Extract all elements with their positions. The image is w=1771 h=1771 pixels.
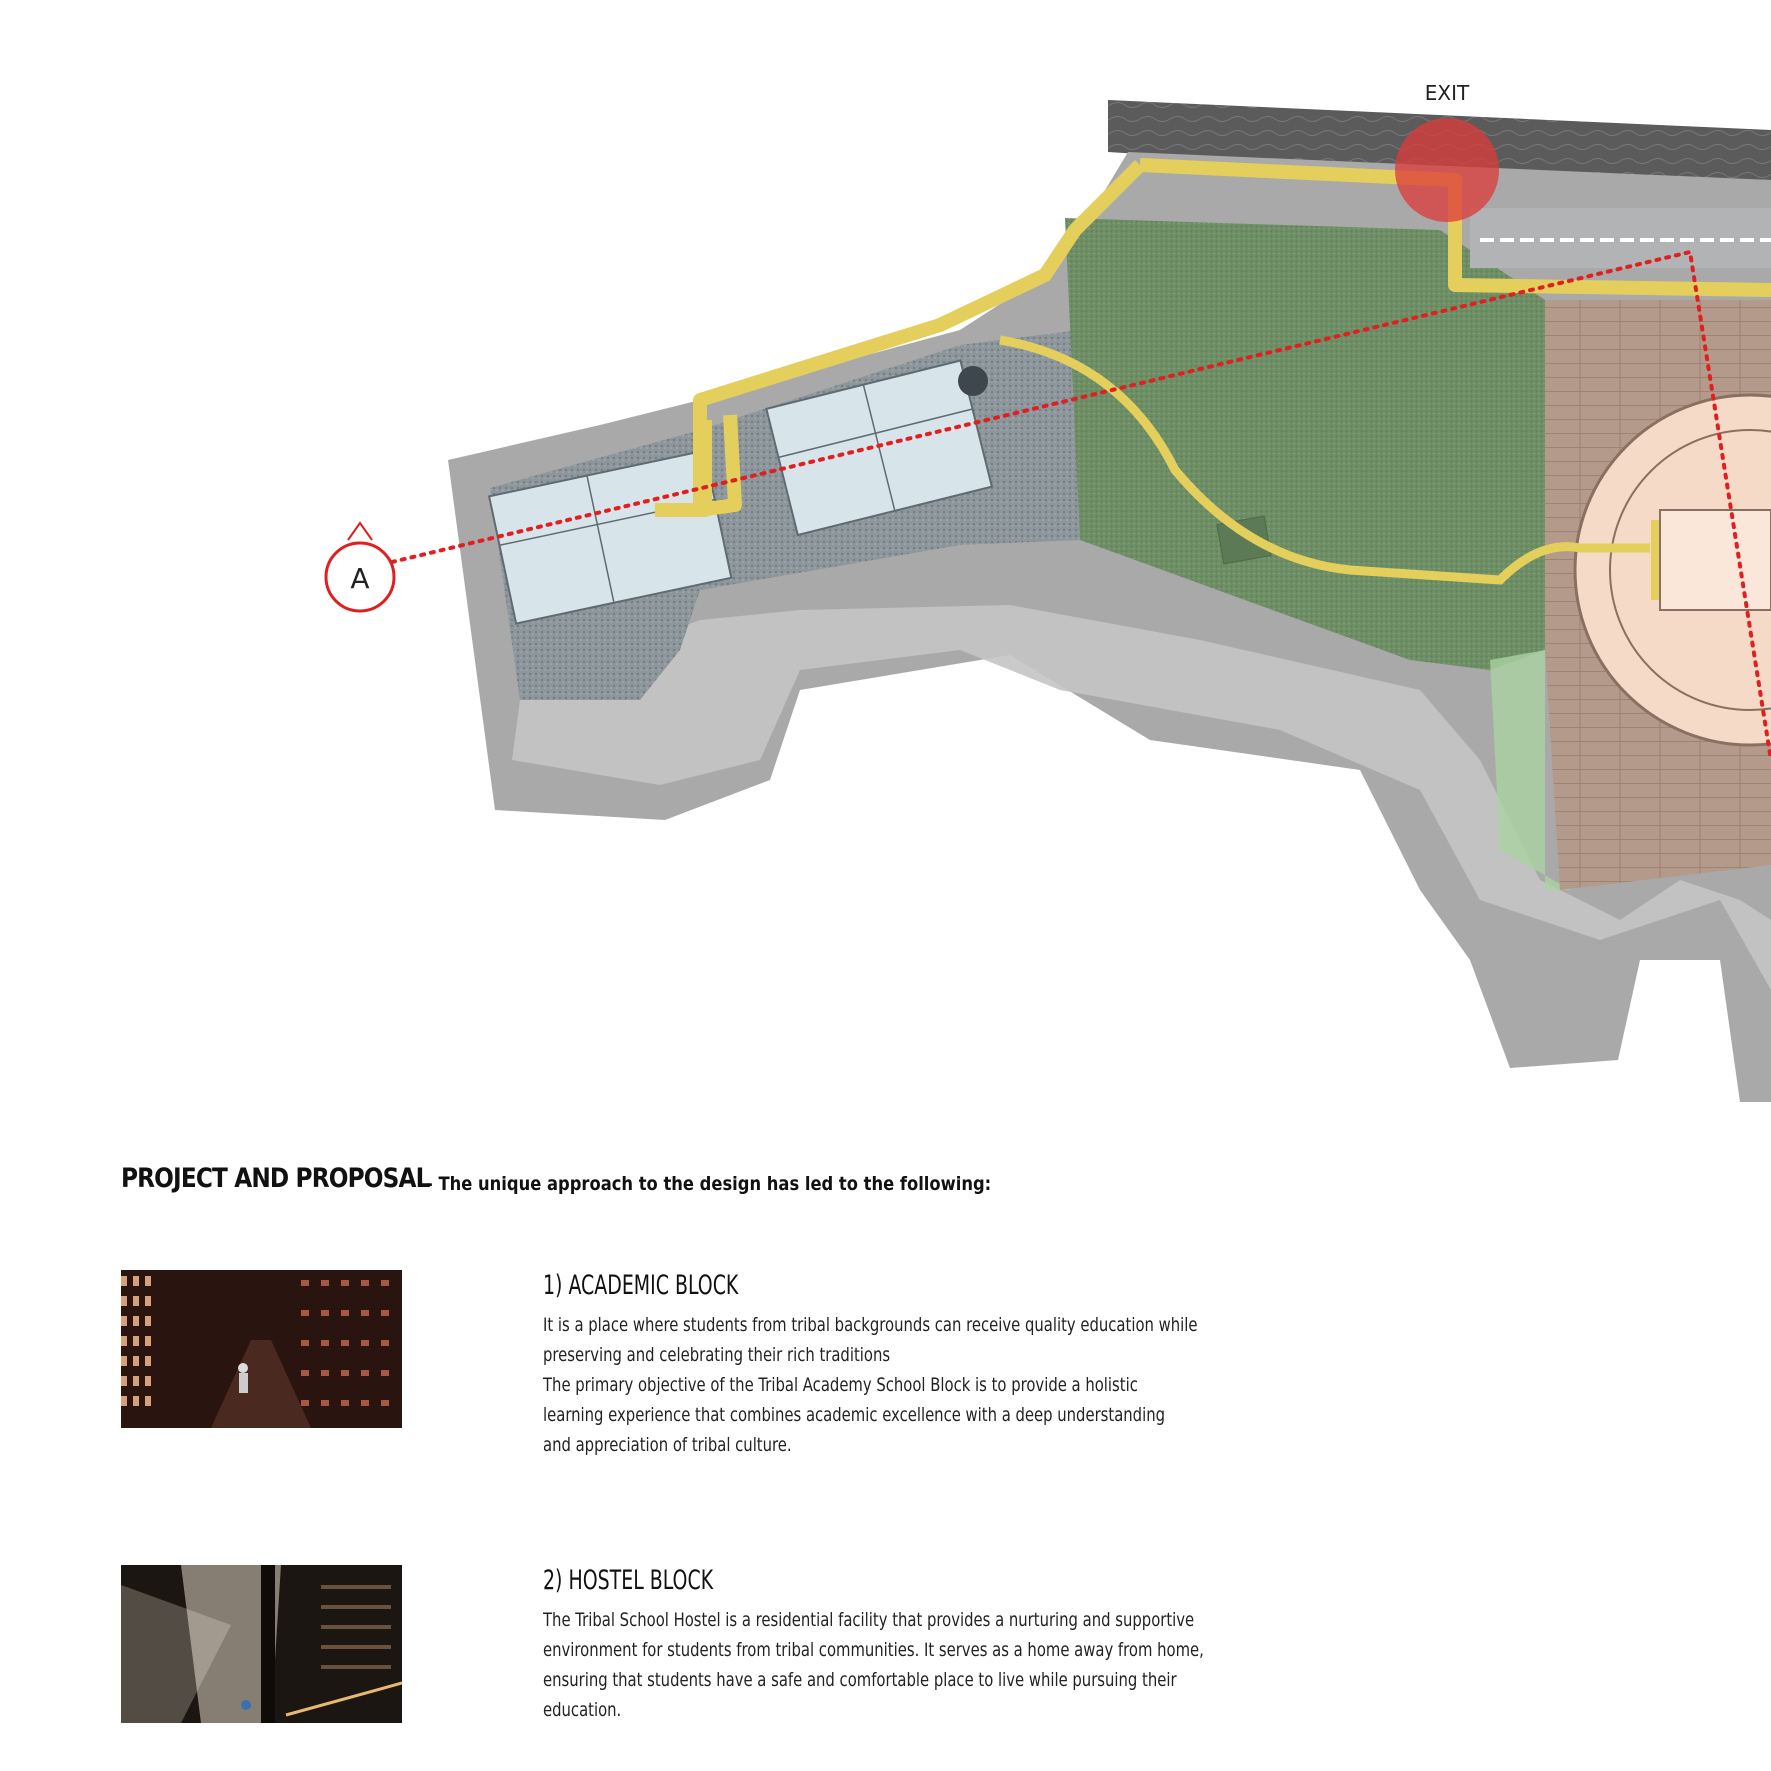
academic-line-2: preserving and celebrating their rich traditions bbox=[543, 1344, 891, 1366]
section-marker bbox=[326, 523, 394, 611]
academic-line-5: and appreciation of tribal culture. bbox=[543, 1434, 792, 1456]
hostel-block-image bbox=[121, 1565, 402, 1723]
hostel-line-2: environment for students from tribal communities. It serves as a home away from home, bbox=[543, 1639, 1204, 1661]
section-marker-label: A bbox=[350, 562, 370, 595]
exit-label: EXIT bbox=[1424, 81, 1470, 105]
hostel-line-4: education. bbox=[543, 1699, 622, 1721]
proposal-subtitle: - The unique approach to the design has led to the following: bbox=[426, 1173, 992, 1195]
exit-marker bbox=[1395, 118, 1499, 222]
hostel-block-description bbox=[543, 1605, 1292, 1725]
academic-line-1: It is a place where students from tribal backgrounds can receive quality education while bbox=[543, 1314, 1198, 1336]
proposal-heading bbox=[121, 1163, 1621, 1194]
hostel-line-3: ensuring that students have a safe and comfortable place to live while pursuing their bbox=[543, 1669, 1177, 1691]
basketball-court bbox=[1660, 510, 1771, 610]
academic-line-3: The primary objective of the Tribal Academy School Block is to provide a holistic bbox=[543, 1374, 1138, 1396]
hostel-line-1: The Tribal School Hostel is a residential facility that provides a nurturing and supportive bbox=[543, 1609, 1195, 1631]
academic-block-image bbox=[121, 1270, 402, 1428]
proposal-title: PROJECT AND PROPOSAL bbox=[121, 1163, 430, 1194]
academic-line-4: learning experience that combines academic excellence with a deep understanding bbox=[543, 1404, 1166, 1426]
academic-block-title: 1) ACADEMIC BLOCK bbox=[543, 1270, 739, 1301]
academic-block-description bbox=[543, 1310, 1292, 1460]
water-tank bbox=[958, 366, 988, 396]
hostel-block-title: 2) HOSTEL BLOCK bbox=[543, 1565, 714, 1596]
